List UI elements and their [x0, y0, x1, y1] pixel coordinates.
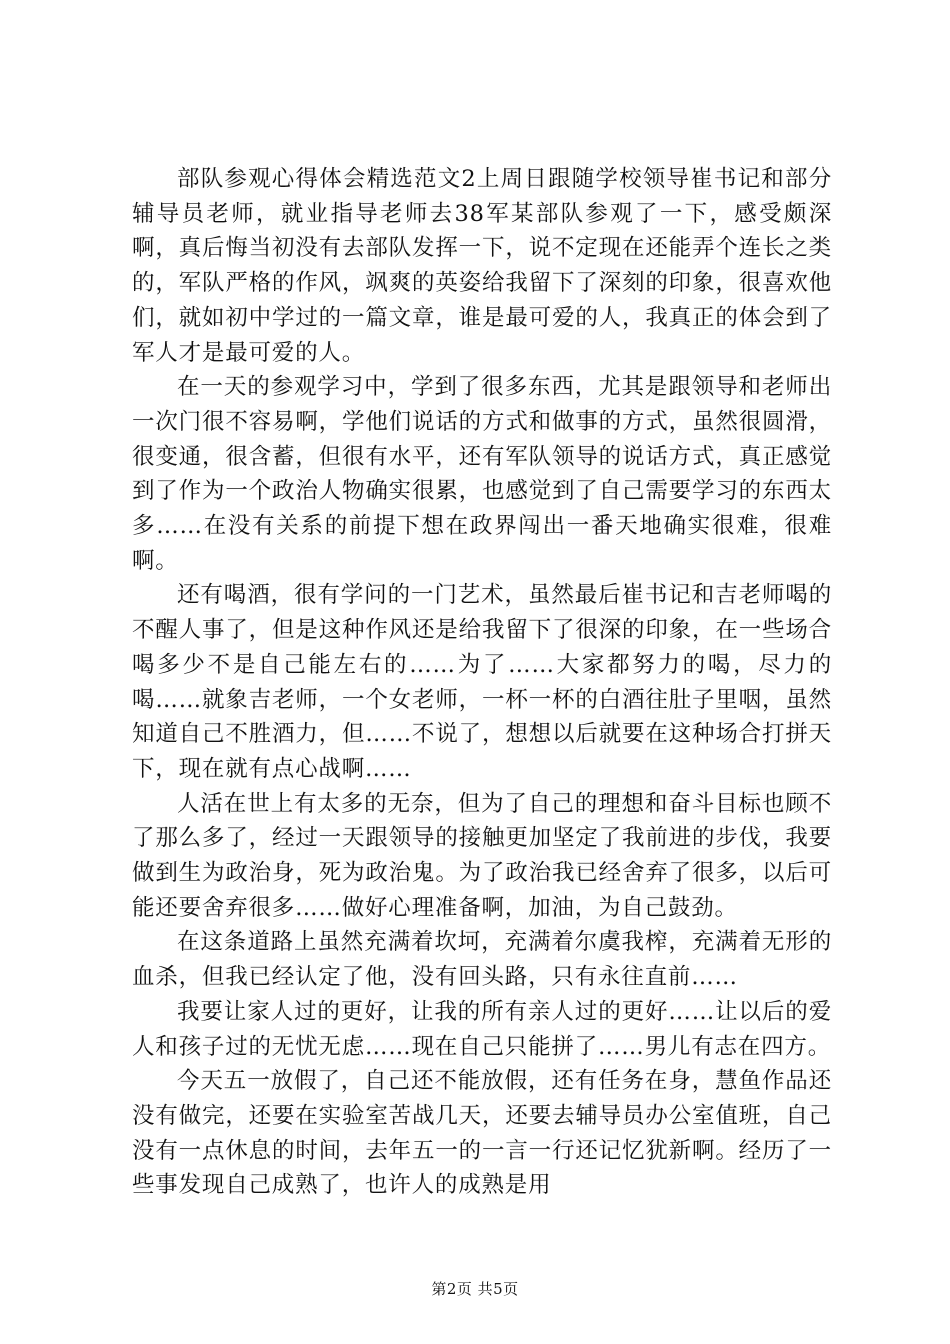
paragraph-6: 我要让家人过的更好，让我的所有亲人过的更好……让以后的爱人和孩子过的无忧无虑……现在自己只能拼了……男儿有志在四方。	[132, 998, 832, 1060]
paragraph-1: 部队参观心得体会精选范文2上周日跟随学校领导崔书记和部分辅导员老师，就业指导老师去38军某部队参观了一下，感受颇深啊，真后悔当初没有去部队发挥一下，说不定现在还能弄个连长之类的，军队严格的作风，飒爽的英姿给我留下了深刻的印象，很喜欢他们，就如初中学过的一篇文章，谁是最可爱的人，我真正的体会到了军人才是最可爱的人。	[132, 166, 832, 366]
paragraph-3: 还有喝酒，很有学问的一门艺术，虽然最后崔书记和吉老师喝的不醒人事了，但是这种作风还是给我留下了很深的印象，在一些场合喝多少不是自己能左右的……为了……大家都努力的喝，尽力的喝……就象吉老师，一个女老师，一杯一杯的白酒往肚子里咽，虽然知道自己不胜酒力，但……不说了，想想以后就要在这种场合打拼天下，现在就有点心战啊……	[132, 582, 832, 782]
paragraph-7: 今天五一放假了，自己还不能放假，还有任务在身，慧鱼作品还没有做完，还要在实验室苦战几天，还要去辅导员办公室值班，自己没有一点休息的时间，去年五一的一言一行还记忆犹新啊。经历了一些事发现自己成熟了，也许人的成熟是用	[132, 1068, 832, 1199]
paragraph-5: 在这条道路上虽然充满着坎坷，充满着尔虞我榨，充满着无形的血杀，但我已经认定了他，没有回头路，只有永往直前……	[132, 929, 832, 991]
document-body	[132, 162, 832, 1203]
paragraph-4: 人活在世上有太多的无奈，但为了自己的理想和奋斗目标也顾不了那么多了，经过一天跟领导的接触更加坚定了我前进的步伐，我要做到生为政治身，死为政治鬼。为了政治我已经舍弃了很多，以后可能还要舍弃很多……做好心理准备啊，加油，为自己鼓劲。	[132, 790, 832, 921]
page-number-footer: 第2页 共5页	[431, 1280, 519, 1298]
paragraph-2: 在一天的参观学习中，学到了很多东西，尤其是跟领导和老师出一次门很不容易啊，学他们说话的方式和做事的方式，虽然很圆滑，很变通，很含蓄，但很有水平，还有军队领导的说话方式，真正感觉到了作为一个政治人物确实很累，也感觉到了自己需要学习的东西太多……在没有关系的前提下想在政界闯出一番天地确实很难，很难啊。	[132, 374, 832, 574]
